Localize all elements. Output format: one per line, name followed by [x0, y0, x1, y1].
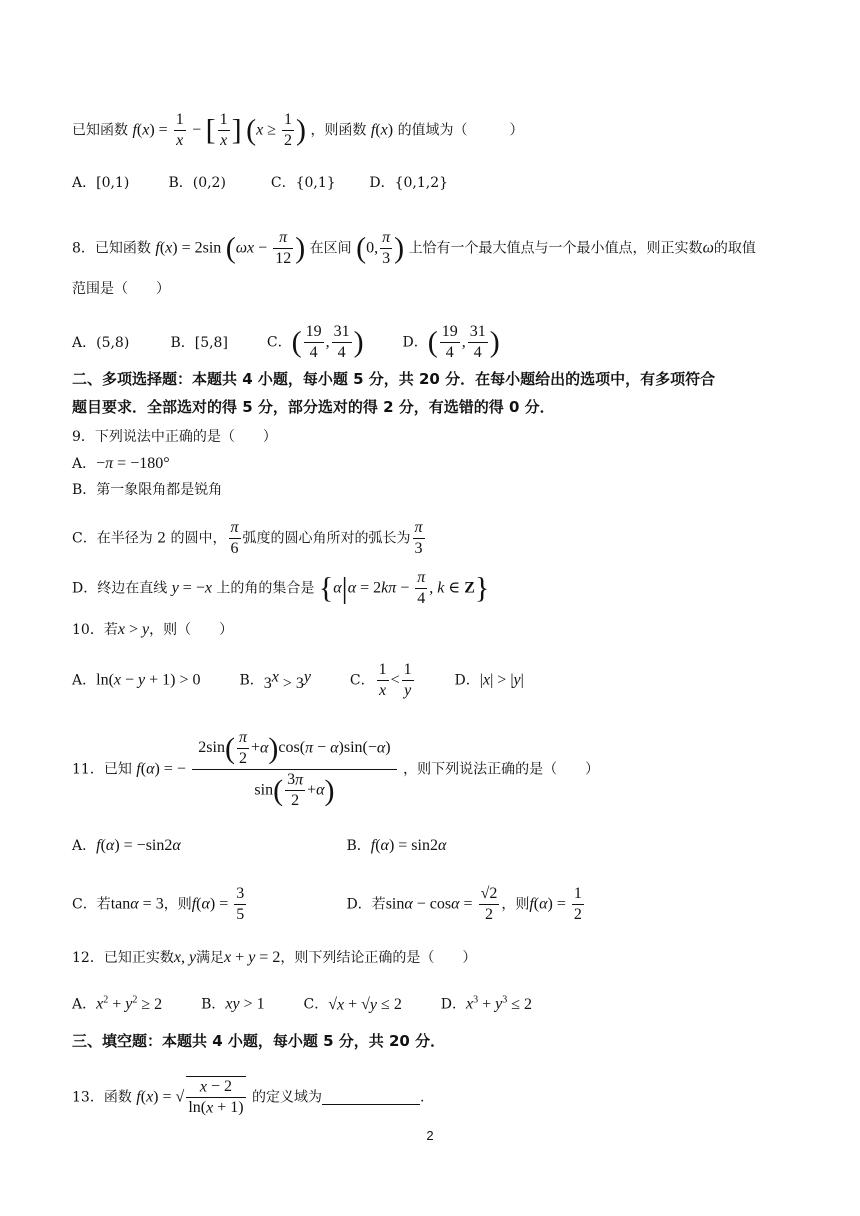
q9-option-c: C．在半径为 2 的圆中， $\frac{\pi}{6}$ 弧度的圆心角所对的弧长为 $\frac{\pi}{3}$ — [72, 519, 423, 557]
q10-stem: 10．若x > y，则（ ） — [72, 621, 234, 638]
q12-stem: 12．已知正实数x, y满足x + y = 2，则下列结论正确的是（ ） — [72, 949, 477, 966]
q7-stem: 已知函数 f(x) = $\frac{1}{x}$ − [ $\frac{1}{x}$ ] (x ≥ $\frac{1}{2}$ ) ，则函数 f(x) 的值域为（ ） — [72, 111, 524, 149]
section2-heading-line2: 题目要求．全部选对的得 5 分，部分选对的得 2 分，有选错的得 0 分． — [72, 398, 555, 416]
q10-options: A．ln(x − y + 1) > 0 B．$3^x > 3^y$ C． $\frac{1}{x}$ < $\frac{1}{y}$ D．|x| > |y| — [72, 661, 524, 699]
answer-blank[interactable] — [322, 1090, 420, 1105]
q8-stem-line2: 范围是（ ） — [72, 281, 170, 297]
q8-stem: 8．已知函数 f(x) = 2sin (ωx − $\frac{\pi}{12}$ ) 在区间 (0, $\frac{\pi}{3}$ ) 上恰有一个最大值点与一个最小值点，则正实数ω的取值 — [72, 229, 756, 267]
q9-option-b: B．第一象限角都是锐角 — [72, 482, 223, 498]
section3-heading: 三、填空题：本题共 4 小题，每小题 5 分，共 20 分． — [72, 1032, 446, 1050]
q9-option-a: A．−π = −180° — [72, 455, 170, 472]
q11-options-ab: A．f(α) = −sin2α B．f(α) = sin2α — [72, 837, 447, 854]
q12-options: A．$x^2 + y^2 \ge 2$ B．xy > 1 C．√x + √y ≤ 2 D．$x^3 + y^3 \le 2$ — [72, 995, 532, 1014]
q8-options: A．(5,8) B．[5,8] C．( $\frac{19}{4}$ , $\frac{31}{4}$ ) D．( $\frac{19}{4}$ , $\frac{31}{4}$ ) — [72, 323, 500, 361]
q7-options: A．[0,1) B．(0,2) C．{0,1} D．{0,1,2} — [72, 175, 449, 191]
q11-stem: 11．已知 f(α) = − 2sin( $\frac{\pi}{2}$ +α)cos(π − α)sin(−α) sin( $\frac{3\pi}{2}$ +α) ，则下列说法正确的是（ ） — [72, 729, 600, 810]
page-number: 2 — [426, 1128, 434, 1143]
q9-option-d: D．终边在直线 y = −x 上的角的集合是 {α|α = 2kπ − $\frac{\pi}{4}$ , k ∈ Z} — [72, 569, 490, 607]
section2-heading: 二、多项选择题：本题共 4 小题，每小题 5 分，共 20 分．在每小题给出的选项中，有多项符合 — [72, 370, 716, 388]
q11-options-cd: C．若tanα = 3，则f(α) = $\frac{3}{5}$ D．若sinα − cosα = $\frac{√2}{2}$ ，则f(α) = $\frac{1}{2}$ — [72, 885, 582, 923]
q9-stem: 9．下列说法中正确的是（ ） — [72, 429, 277, 445]
q13-stem: 13．函数 f(x) = √ $\frac{x - 2}{\ln(x + 1)}$ 的定义域为 . — [72, 1078, 425, 1117]
